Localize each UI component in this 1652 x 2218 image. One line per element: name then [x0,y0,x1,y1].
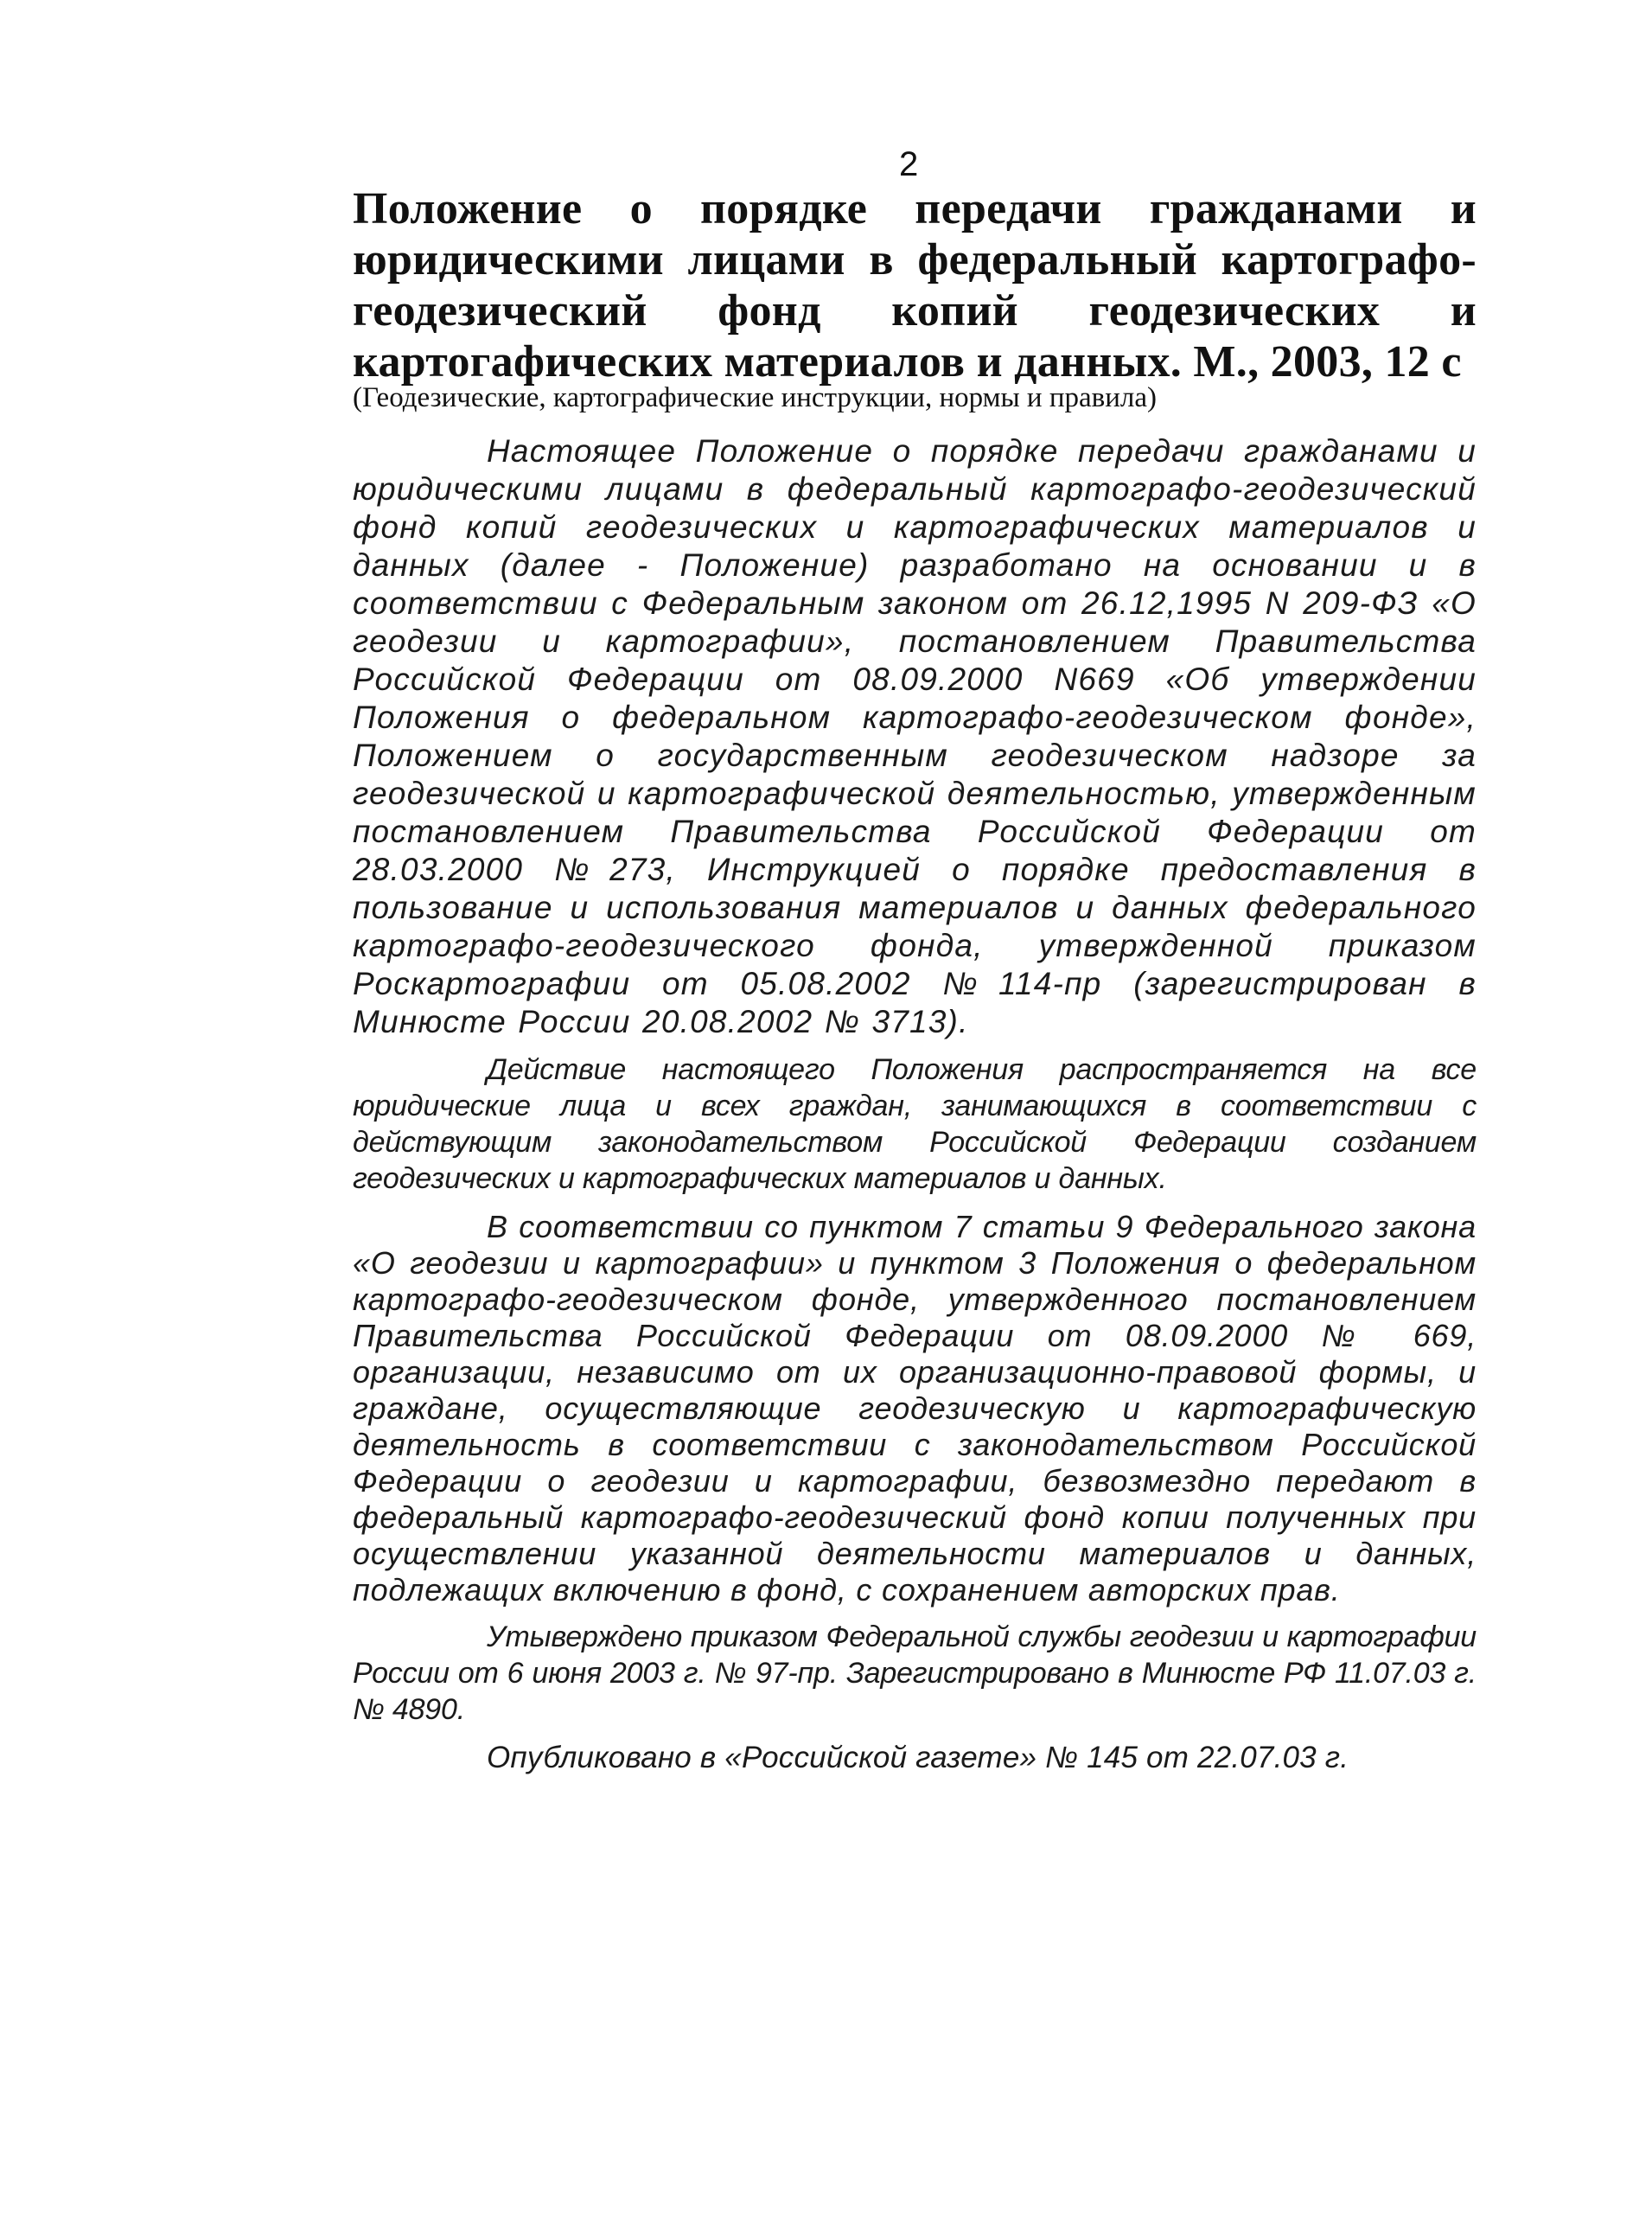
paragraph-basis: Настоящее Положение о порядке передачи гражданами и юридическими лицами в федеральный картографо-геодезический фонд копий геодезических и картографических материалов и данных (далее - Положение) разработано на основании и в соответствии с Федеральным законом от 26.12,1995 N 209-ФЗ «О геодезии и картографии», постановлением Правительства Российской Федерации от 08.09.2000 N669 «Об утверждении Положения о федеральном картографо-геодезическом фонде», Положением о государственным геодезическом надзоре за геодезической и картографической деятельностью, утвержденным постановлением Правительства Российской Федерации от 28.03.2000 №273, Инструкцией о порядке предоставления в пользование и использования материалов и данных федерального картографо-геодезического фонда, утвержденной приказом Роскартографии от 05.08.2002 №114-пр (зарегистрирован в Минюсте России 20.08.2002 № 3713). [353,433,1477,1039]
paragraph-obligation: В соответствии со пунктом 7 статьи 9 Федерального закона «О геодезии и картографии» и пунктом 3 Положения о федеральном картографо-геодезическом фонде, утвержденного постановлением Правительства Российской Федерации от 08.09.2000 № 669, организации, независимо от их организационно-правовой формы, и граждане, осуществляющие геодезическую и картографическую деятельность в соответствии с законодательством Российской Федерации о геодезии и картографии, безвозмездно передают в федеральный картографо-геодезический фонд копии полученных при осуществлении указанной деятельности материалов и данных, подлежащих включению в фонд, с сохранением авторских прав. [353,1209,1477,1608]
document-subtitle: (Геодезические, картографические инструкции, нормы и правила) [353,382,1157,413]
page-number: 2 [899,145,919,183]
document-body [353,432,1477,1776]
paragraph-approval: Утывержденo приказом Федеральной службы геодезии и картографии России от 6 июня 2003 г. № 97-пр. Зарегистрировано в Минюсте РФ 11.07.03 г. № 4890. [353,1620,1477,1726]
paragraph-scope: Действие настоящего Положения распространяется на все юридические лица и всех граждан, занимающихся в соответствии с действующим законодательством Российской Федерации созданием геодезических и картографических материалов и данных. [353,1053,1477,1195]
document-title: Положение о порядке передачи гражданами и юридическими лицами в федеральный картографо-геодезический фонд копий геодезических и картогафических материалов и данных. М., 2003, 12 с [353,184,1477,387]
paragraph-publication: Опубликовано в «Российской газете» № 145 от 22.07.03 г. [487,1741,1349,1774]
